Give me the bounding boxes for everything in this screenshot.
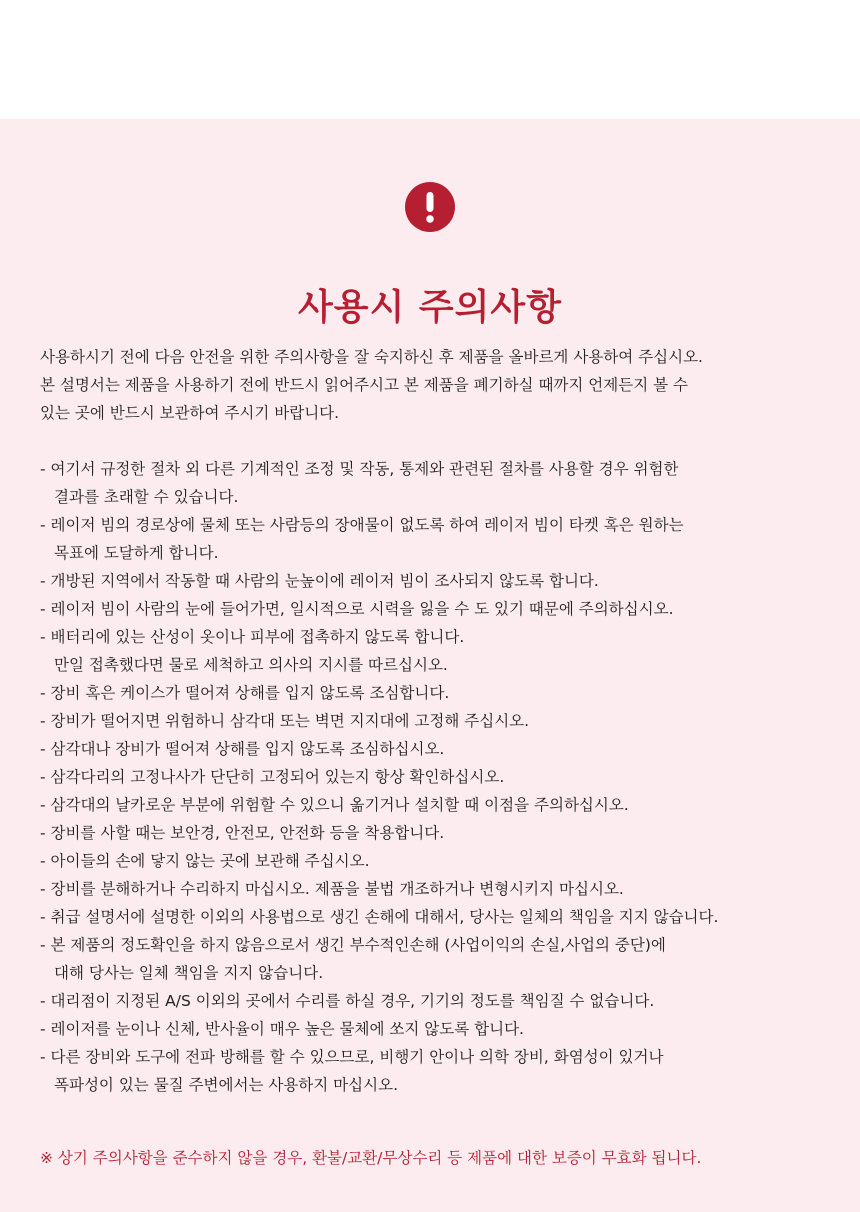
precaution-item (40, 763, 840, 791)
precaution-item (40, 819, 840, 847)
precaution-text: - 장비 혹은 케이스가 떨어져 상해를 입지 않도록 조심합니다. (40, 684, 450, 702)
page-title: 사용시 주의사항 (298, 287, 562, 329)
precautions-panel (0, 119, 860, 1212)
precaution-item (40, 623, 840, 679)
precaution-text: - 개방된 지역에서 작동할 때 사람의 눈높이에 레이저 빔이 조사되지 않도록 합니다. (40, 572, 599, 590)
precaution-text: - 레이저 빔의 경로상에 물체 또는 사람등의 장애물이 없도록 하여 레이저 빔이 타켓 혹은 원하는 (40, 516, 684, 534)
precaution-text: - 대리점이 지정된 A/S 이외의 곳에서 수리를 하실 경우, 기기의 정도를 책임질 수 없습니다. (40, 992, 655, 1010)
precaution-text: - 장비를 분해하거나 수리하지 마십시오. 제품을 불법 개조하거나 변형시키지 마십시오. (40, 880, 624, 898)
precaution-continuation: 대해 당사는 일체 책임을 지지 않습니다. (54, 964, 324, 982)
precaution-item (40, 567, 840, 595)
precaution-continuation: 폭파성이 있는 물질 주변에서는 사용하지 마십시오. (54, 1076, 398, 1094)
precaution-continuation: 만일 접촉했다면 물로 세척하고 의사의 지시를 따르십시오. (54, 656, 448, 674)
precaution-item (40, 903, 840, 931)
precaution-item (40, 1015, 840, 1043)
precaution-item (40, 595, 840, 623)
precaution-item (40, 791, 840, 819)
precaution-item (40, 455, 840, 511)
precaution-item (40, 931, 840, 987)
precaution-text: - 취급 설명서에 설명한 이외의 사용법으로 생긴 손해에 대해서, 당사는 일체의 책임을 지지 않습니다. (40, 908, 719, 926)
precaution-text: - 장비를 사할 때는 보안경, 안전모, 안전화 등을 착용합니다. (40, 824, 445, 842)
precaution-text: - 아이들의 손에 닿지 않는 곳에 보관해 주십시오. (40, 852, 370, 870)
top-blank-area (0, 0, 860, 119)
intro-line: 본 설명서는 제품을 사용하기 전에 반드시 읽어주시고 본 제품을 폐기하실 때까지 언제든지 볼 수 (40, 376, 689, 394)
precaution-text: - 배터리에 있는 산성이 옷이나 피부에 접촉하지 않도록 합니다. (40, 628, 465, 646)
precaution-text: - 장비가 떨어지면 위험하니 삼각대 또는 벽면 지지대에 고정해 주십시오. (40, 712, 530, 730)
precaution-list (40, 455, 840, 1099)
precaution-item (40, 875, 840, 903)
precaution-text: - 본 제품의 정도확인을 하지 않음으로서 생긴 부수적인손해 (사업이익의 손실,사업의 중단)에 (40, 936, 666, 954)
intro-line: 사용하시기 전에 다음 안전을 위한 주의사항을 잘 숙지하신 후 제품을 올바르게 사용하여 주십시오. (40, 348, 703, 366)
precaution-text: - 삼각대나 장비가 떨어져 상해를 입지 않도록 조심하십시오. (40, 740, 445, 758)
exclamation-circle-icon (405, 182, 455, 232)
precaution-item (40, 511, 840, 567)
precaution-item (40, 735, 840, 763)
precaution-continuation: 목표에 도달하게 합니다. (54, 544, 219, 562)
precaution-text: - 삼각대의 날카로운 부분에 위험할 수 있으니 옮기거나 설치할 때 이점을 주의하십시오. (40, 796, 629, 814)
warranty-notice: ※ 상기 주의사항을 준수하지 않을 경우, 환불/교환/무상수리 등 제품에 대한 보증이 무효화 됩니다. (40, 1148, 702, 1167)
precaution-continuation: 결과를 초래할 수 있습니다. (54, 488, 239, 506)
intro-paragraph (40, 343, 840, 427)
precaution-text: - 여기서 규정한 절차 외 다른 기계적인 조정 및 작동, 통제와 관련된 절차를 사용할 경우 위험한 (40, 460, 679, 478)
precaution-item (40, 679, 840, 707)
precaution-item (40, 1043, 840, 1099)
precaution-item (40, 707, 840, 735)
precaution-item (40, 987, 840, 1015)
precaution-item (40, 847, 840, 875)
precaution-text: - 다른 장비와 도구에 전파 방해를 할 수 있으므로, 비행기 안이나 의학 장비, 화염성이 있거나 (40, 1048, 664, 1066)
precaution-text: - 삼각다리의 고정나사가 단단히 고정되어 있는지 항상 확인하십시오. (40, 768, 505, 786)
precaution-text: - 레이저를 눈이나 신체, 반사율이 매우 높은 물체에 쏘지 않도록 합니다. (40, 1020, 524, 1038)
intro-line: 있는 곳에 반드시 보관하여 주시기 바랍니다. (40, 404, 340, 422)
precautions-body (40, 343, 840, 1099)
precaution-text: - 레이저 빔이 사람의 눈에 들어가면, 일시적으로 시력을 잃을 수 도 있기 때문에 주의하십시오. (40, 600, 674, 618)
